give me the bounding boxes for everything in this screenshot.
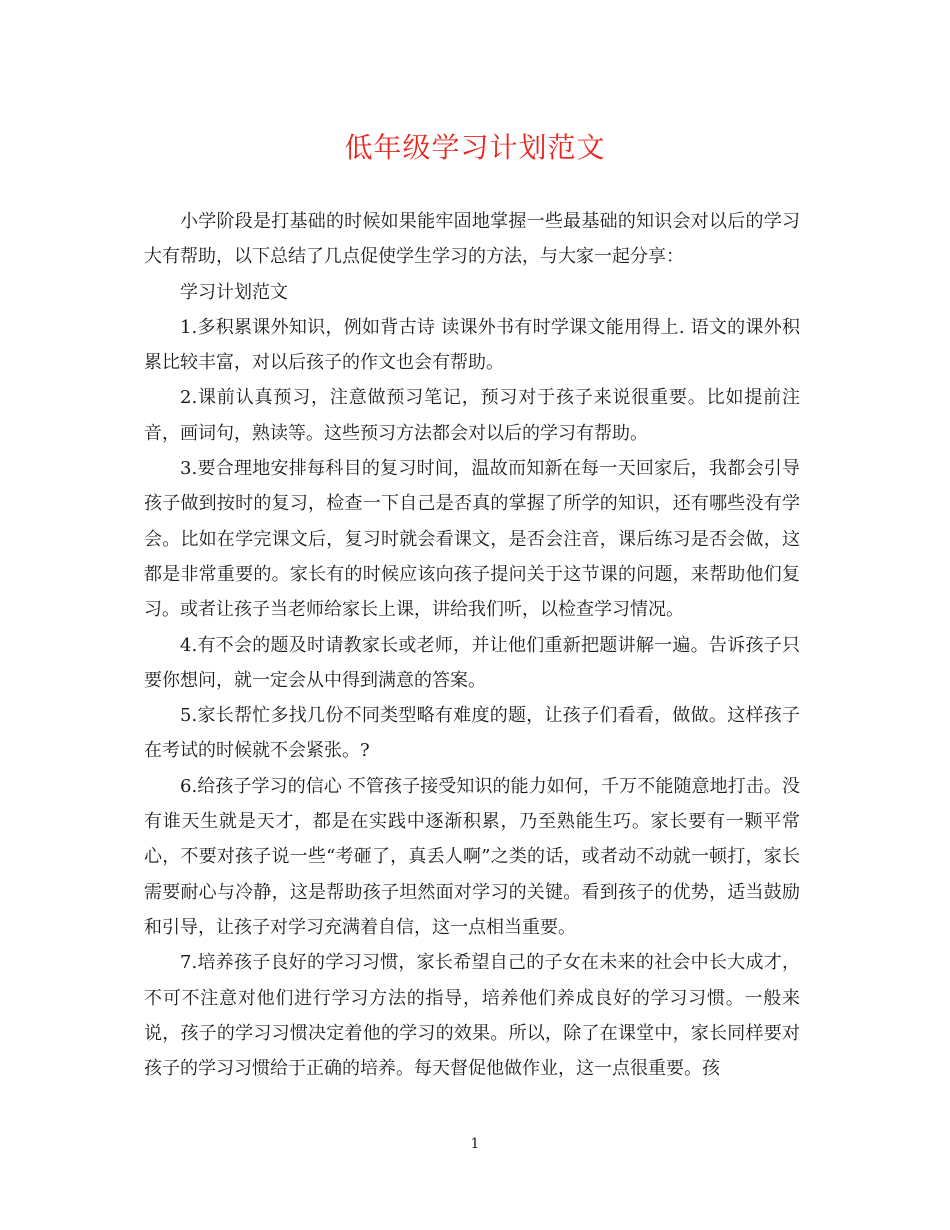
intro-paragraph: 小学阶段是打基础的时候如果能牢固地掌握一些最基础的知识会对以后的学习大有帮助，以下总结了几点促使学生学习的方法，与大家一起分享： [144, 211, 800, 268]
paragraph-item-5: 5.家长帮忙多找几份不同类型略有难度的题，让孩子们看看，做做。这样孩子在考试的时候就不会紧张。? [144, 705, 800, 762]
document-title: 低年级学习计划范文 [344, 131, 606, 164]
page-number: 1 [470, 1136, 480, 1152]
paragraph-item-2: 2.课前认真预习，注意做预习笔记，预习对于孩子来说很重要。比如提前注音，画词句，熟读等。这些预习方法都会对以后的学习有帮助。 [144, 387, 800, 444]
document-body [144, 204, 800, 1086]
paragraph-item-6: 6.给孩子学习的信心 不管孩子接受知识的能力如何，千万不能随意地打击。没有谁天生就是天才，都是在实践中逐渐积累，乃至熟能生巧。家长要有一颗平常心，不要对孩子说一些“考砸了，真丢人啊”之类的话，或者动不动就一顿打，家长需要耐心与冷静，这是帮助孩子坦然面对学习的关键。看到孩子的优势，适当鼓励和引导，让孩子对学习充满着自信，这一点相当重要。 [144, 775, 800, 938]
paragraph-item-1: 1.多积累课外知识，例如背古诗 读课外书有时学课文能用得上. 语文的课外积累比较丰富，对以后孩子的作文也会有帮助。 [144, 316, 800, 374]
paragraph-item-4: 4.有不会的题及时请教家长或老师，并让他们重新把题讲解一遍。告诉孩子只要你想问，就一定会从中得到满意的答案。 [144, 634, 800, 691]
section-heading: 学习计划范文 [180, 281, 288, 303]
paragraph-item-7: 7.培养孩子良好的学习习惯，家长希望自己的子女在未来的社会中长大成才，不可不注意对他们进行学习方法的指导，培养他们养成良好的学习习惯。一般来说，孩子的学习习惯决定着他的学习的效果。所以，除了在课堂中，家长同样要对孩子的学习习惯给于正确的培养。每天督促他做作业，这一点很重要。孩 [144, 952, 800, 1080]
paragraph-item-3: 3.要合理地安排每科目的复习时间，温故而知新在每一天回家后，我都会引导孩子做到按时的复习，检查一下自己是否真的掌握了所学的知识，还有哪些没有学会。比如在学完课文后，复习时就会看课文，是否会注音，课后练习是否会做，这都是非常重要的。家长有的时候应该向孩子提问关于这节课的问题，来帮助他们复习。或者让孩子当老师给家长上课，讲给我们听，以检查学习情况。 [144, 458, 800, 621]
